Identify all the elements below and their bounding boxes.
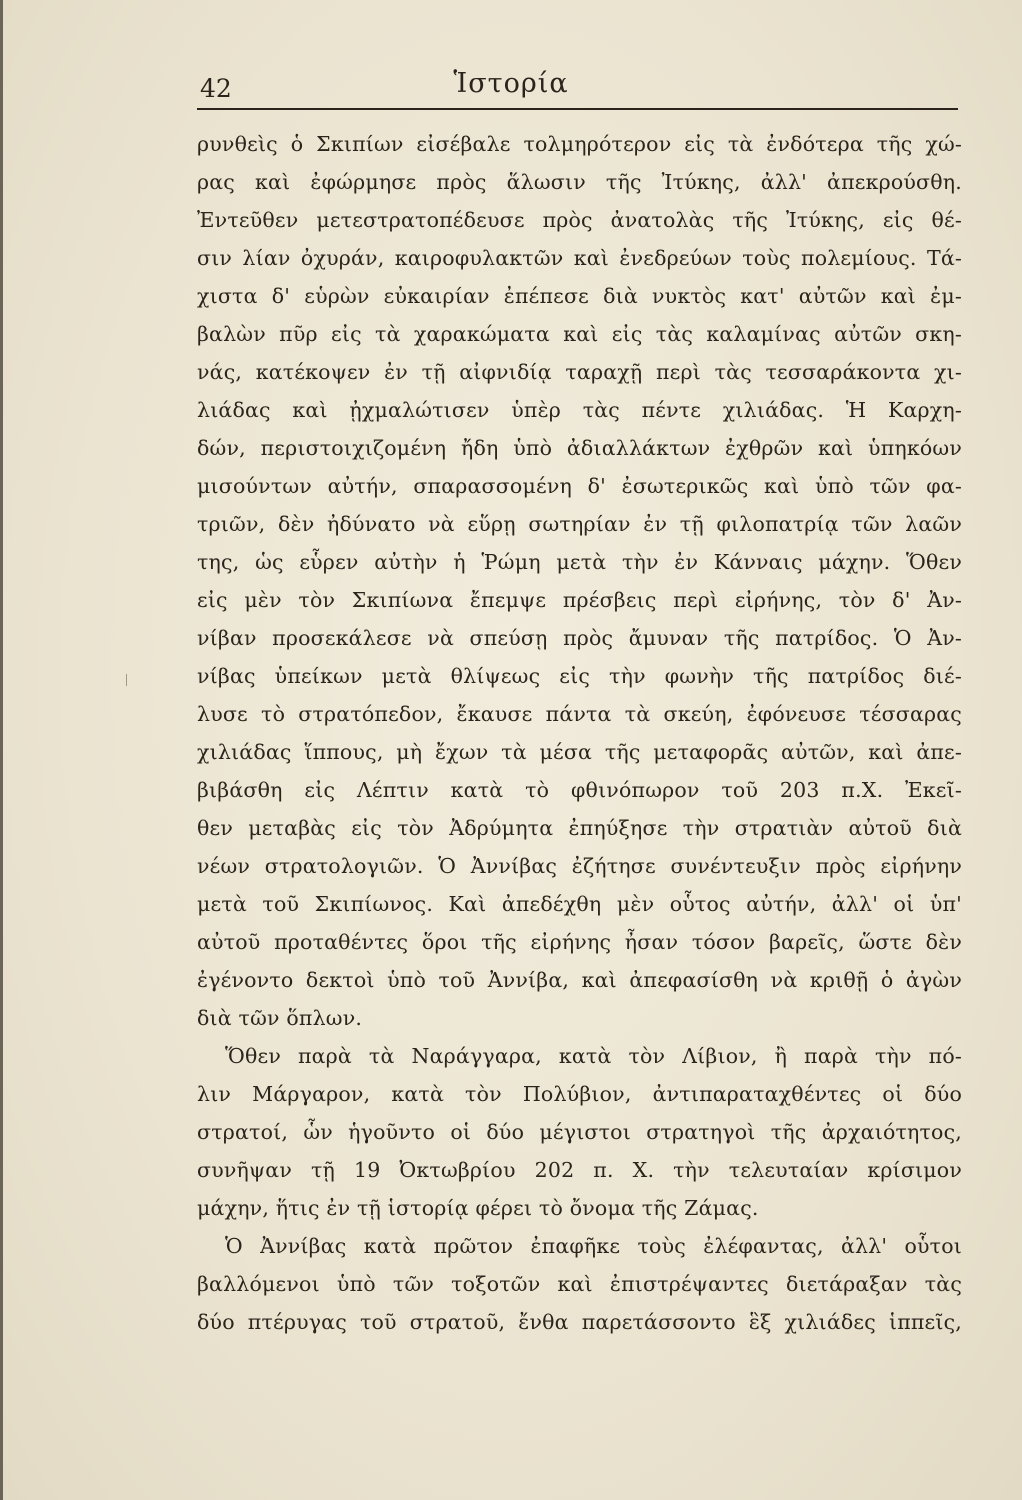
text-line: μάχην, ἥτις ἐν τῇ ἱστορίᾳ φέρει τὸ ὄνομα τῆς Ζάμας. [197, 1196, 759, 1220]
text-line: Ὁ Ἀννίβας κατὰ πρῶτον ἐπαφῆκε τοὺς ἐλέφαντας, ἀλλ' οὗτοι [225, 1234, 962, 1258]
text-line: νάς, κατέκοψεν ἐν τῇ αἰφνιδίᾳ ταραχῇ περὶ τὰς τεσσαράκοντα χι- [197, 360, 962, 384]
text-line: δών, περιστοιχιζομένη ἤδη ὑπὸ ἀδιαλλάκτων ἐχθρῶν καὶ ὑπηκόων [197, 436, 962, 460]
text-line: βαλλόμενοι ὑπὸ τῶν τοξοτῶν καὶ ἐπιστρέψαντες διετάραξαν τὰς [197, 1272, 962, 1296]
text-line: ἐγένοντο δεκτοὶ ὑπὸ τοῦ Ἀννίβα, καὶ ἀπεφασίσθη νὰ κριθῇ ὁ ἀγὼν [197, 968, 962, 992]
text-line: νίβας ὑπείκων μετὰ θλίψεως εἰς τὴν φωνὴν τῆς πατρίδος διέ- [197, 664, 962, 688]
running-title: Ἱστορία [453, 68, 569, 99]
page-header [0, 0, 1022, 120]
text-line: Ὅθεν παρὰ τὰ Ναράγγαρα, κατὰ τὸν Λίβιον, ἢ παρὰ τὴν πό- [225, 1044, 962, 1068]
text-line: μετὰ τοῦ Σκιπίωνος. Καὶ ἀπεδέχθη μὲν οὗτος αὐτήν, ἀλλ' οἱ ὑπ' [197, 892, 962, 916]
text-line: στρατοί, ὧν ἡγοῦντο οἱ δύο μέγιστοι στρατηγοὶ τῆς ἀρχαιότητος, [197, 1120, 962, 1144]
text-line: Ἐντεῦθεν μετεστρατοπέδευσε πρὸς ἀνατολὰς τῆς Ἰτύκης, εἰς θέ- [197, 208, 962, 232]
page-number: 42 [200, 74, 232, 103]
text-line: ρυνθεὶς ὁ Σκιπίων εἰσέβαλε τολμηρότερον εἰς τὰ ἐνδότερα τῆς χώ- [197, 132, 962, 156]
text-line: βιβάσθη εἰς Λέπτιν κατὰ τὸ φθινόπωρον τοῦ 203 π.Χ. Ἐκεῖ- [197, 778, 962, 802]
text-line: της, ὡς εὗρεν αὐτὴν ἡ Ῥώμη μετὰ τὴν ἐν Κάνναις μάχην. Ὅθεν [197, 550, 962, 574]
margin-mark [126, 674, 127, 686]
text-line: ρας καὶ ἐφώρμησε πρὸς ἅλωσιν τῆς Ἰτύκης, ἀλλ' ἀπεκρούσθη. [197, 170, 962, 194]
text-line: βαλὼν πῦρ εἰς τὰ χαρακώματα καὶ εἰς τὰς καλαμίνας αὐτῶν σκη- [197, 322, 962, 346]
text-line: νίβαν προσεκάλεσε νὰ σπεύσῃ πρὸς ἄμυναν τῆς πατρίδος. Ὁ Ἀν- [197, 626, 962, 650]
text-line: διὰ τῶν ὅπλων. [197, 1006, 363, 1030]
text-line: εἰς μὲν τὸν Σκιπίωνα ἔπεμψε πρέσβεις περὶ εἰρήνης, τὸν δ' Ἀν- [197, 588, 962, 612]
text-line: νέων στρατολογιῶν. Ὁ Ἀννίβας ἐζήτησε συνέντευξιν πρὸς εἰρήνην [197, 854, 962, 878]
text-line: τριῶν, δὲν ἠδύνατο νὰ εὕρῃ σωτηρίαν ἐν τῇ φιλοπατρίᾳ τῶν λαῶν [197, 512, 962, 536]
text-line: λυσε τὸ στρατόπεδον, ἔκαυσε πάντα τὰ σκεύη, ἐφόνευσε τέσσαρας [197, 702, 962, 726]
page-edge-shadow [0, 0, 3, 1500]
text-line: θεν μεταβὰς εἰς τὸν Ἀδρύμητα ἐπηύξησε τὴν στρατιὰν αὐτοῦ διὰ [197, 816, 962, 840]
text-line: λιάδας καὶ ᾐχμαλώτισεν ὑπὲρ τὰς πέντε χιλιάδας. Ἡ Καρχη- [197, 398, 962, 422]
text-line: λιν Μάργαρον, κατὰ τὸν Πολύβιον, ἀντιπαραταχθέντες οἱ δύο [197, 1082, 962, 1106]
text-line: χιστα δ' εὑρὼν εὐκαιρίαν ἐπέπεσε διὰ νυκτὸς κατ' αὐτῶν καὶ ἐμ- [197, 284, 962, 308]
body-text [197, 125, 962, 1341]
text-line: συνῆψαν τῇ 19 Ὀκτωβρίου 202 π. Χ. τὴν τελευταίαν κρίσιμον [197, 1158, 962, 1182]
text-line: σιν λίαν ὀχυράν, καιροφυλακτῶν καὶ ἐνεδρεύων τοὺς πολεμίους. Τά- [197, 246, 962, 270]
text-line: αὐτοῦ προταθέντες ὅροι τῆς εἰρήνης ἦσαν τόσον βαρεῖς, ὥστε δὲν [197, 930, 962, 954]
text-line: μισούντων αὐτήν, σπαρασσομένη δ' ἐσωτερικῶς καὶ ὑπὸ τῶν φα- [197, 474, 962, 498]
text-line: δύο πτέρυγας τοῦ στρατοῦ, ἔνθα παρετάσσοντο ἓξ χιλιάδες ἱππεῖς, [197, 1310, 962, 1334]
header-rule [197, 108, 958, 110]
text-line: χιλιάδας ἵππους, μὴ ἔχων τὰ μέσα τῆς μεταφορᾶς αὐτῶν, καὶ ἀπε- [197, 740, 962, 764]
